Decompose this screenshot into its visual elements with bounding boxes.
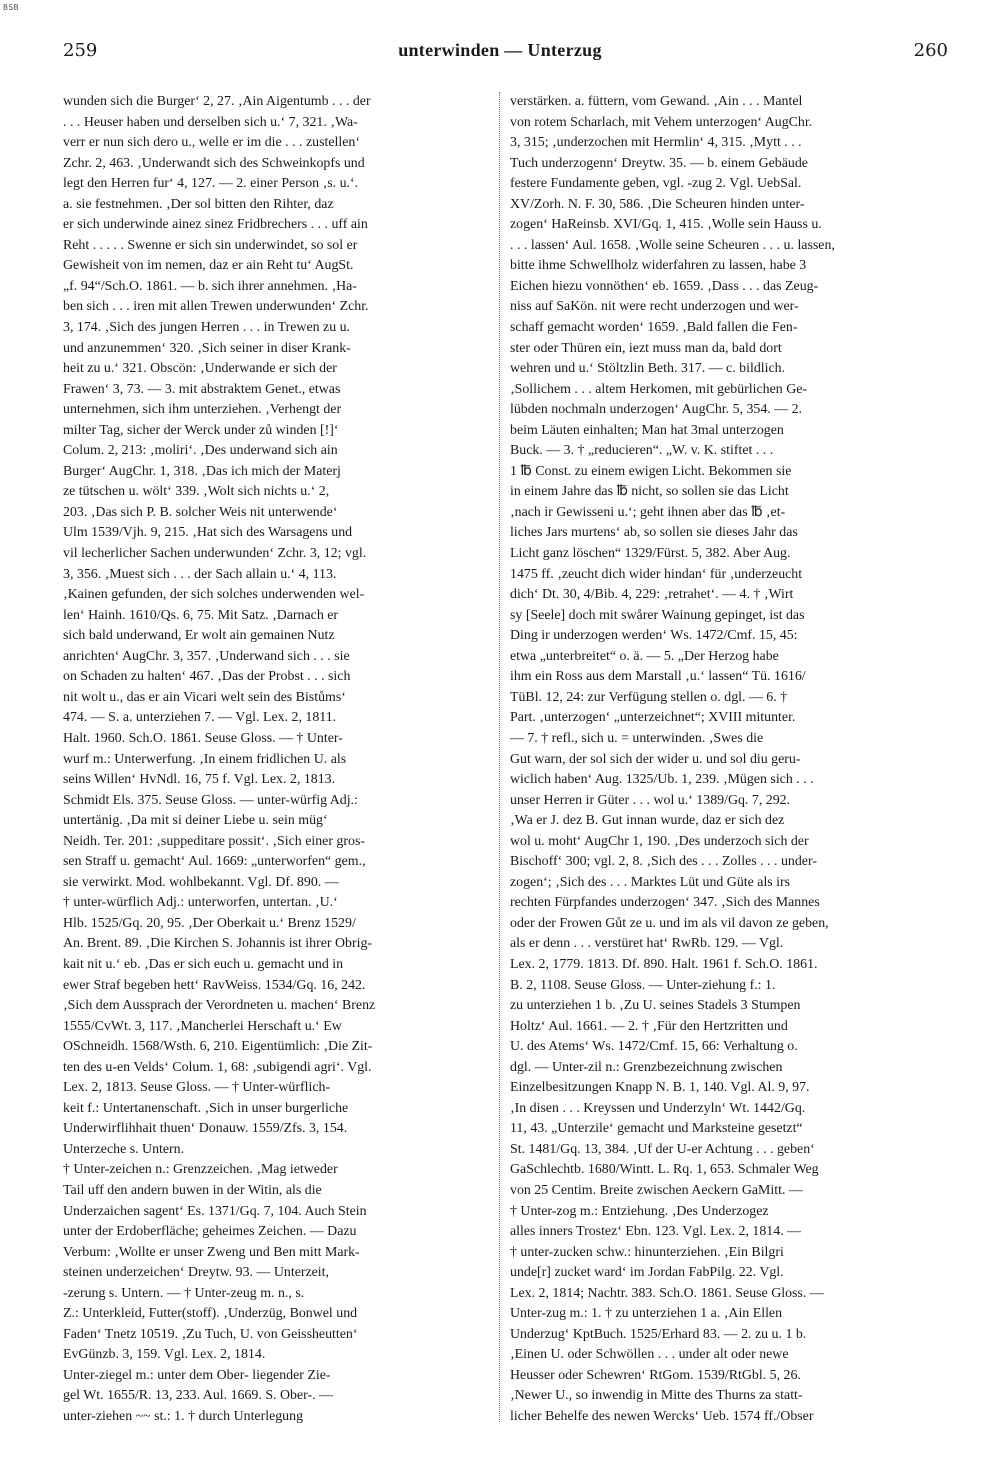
text-line: . . . lassen‘ Aul. 1658. ‚Wolle seine Scheuren . . . u. lassen, — [510, 237, 835, 253]
text-line: dgl. — Unter-zil n.: Grenzbezeichnung zwischen — [510, 1059, 783, 1075]
text-line: Gewisheit von im nemen, daz er ain Reht tu‘ AugSt. — [63, 258, 354, 274]
text-line: Ding ir underzogen werden‘ Ws. 1472/Cmf. 15, 45: — [510, 628, 798, 644]
text-line: ‚nach ir Gewisseni u.‘; geht ihnen aber das ℔ ‚et- — [510, 504, 786, 520]
text-line: ten des u-en Velds‘ Colum. 1, 68: ‚subigendi agri‘. Vgl. — [63, 1059, 372, 1075]
text-line: er sich underwinde ainez sinez Fridbrechers . . . uff ain — [63, 217, 368, 233]
text-line: on Schaden zu halten‘ 467. ‚Das der Probst . . . sich — [63, 669, 351, 685]
text-line: steinen underzeichen‘ Dreytw. 93. — Unterzeit, — [63, 1265, 330, 1281]
text-line: Bischoff‘ 300; vgl. 2, 8. ‚Sich des . . . Zolles . . . under- — [510, 854, 817, 870]
text-line: Z.: Unterkleid, Futter(stoff). ‚Underzüg, Bonwel und — [63, 1306, 358, 1322]
text-line: Schmidt Els. 375. Seuse Gloss. — unter-würfig Adj.: — [63, 792, 358, 808]
text-line: von 25 Centim. Breite zwischen Aeckern GaMitt. — — [510, 1182, 803, 1198]
text-line: 1475 ff. ‚zeucht dich wider hindan‘ für ‚underzeucht — [510, 566, 803, 582]
text-line: Buck. — 3. † „reducieren“. „W. v. K. stiftet . . . — [510, 443, 774, 459]
text-line: ‚Kainen gefunden, der sich solches underwenden wel- — [63, 587, 365, 603]
text-line: An. Brent. 89. ‚Die Kirchen S. Johannis ist ihrer Obrig- — [63, 936, 373, 952]
text-line: verr er nun sich dero u., welle er im die . . . zustellen‘ — [63, 135, 361, 151]
text-line: Unterzeche s. Untern. — [63, 1141, 185, 1157]
text-line: oder der Frowen Gůt ze u. und im als vil davon ze geben, — [510, 915, 829, 931]
text-line: „f. 94“/Sch.O. 1861. — b. sich ihrer annehmen. ‚Ha- — [63, 278, 357, 294]
text-line: Underzug‘ KptBuch. 1525/Erhard 83. — 2. zu u. 1 b. — [510, 1326, 807, 1342]
text-line: † Unter-zeichen n.: Grenzzeichen. ‚Mag ietweder — [63, 1162, 338, 1178]
text-line: wol u. moht‘ AugChr 1, 190. ‚Des underzoch sich der — [510, 833, 809, 849]
text-line: Holtz‘ Aul. 1661. — 2. † ‚Für den Hertzritten und — [510, 1018, 788, 1034]
text-line: unde[r] zucket ward‘ im Jordan FabPilg. 22. Vgl. — [510, 1265, 784, 1281]
text-line: 3, 315; ‚underzochen mit Hermlin‘ 4, 315. ‚Mytt . . . — [510, 135, 802, 151]
column-divider — [499, 92, 500, 1422]
text-line: Eichen hiezu vonnöthen‘ eb. 1659. ‚Dass . . . das Zeug- — [510, 278, 819, 294]
text-line: 11, 43. „Unterzile‘ gemacht und Marksteine gesetzt“ — [510, 1121, 803, 1137]
text-line: Heusser oder Schewren‘ RtGom. 1539/RtGbl. 5, 26. — [510, 1367, 801, 1383]
text-line: ‚Einen U. oder Schwöllen . . . under alt oder newe — [510, 1347, 789, 1363]
text-line: festere Fundamente geben, vgl. -zug 2. Vgl. UebSal. — [510, 176, 802, 192]
text-line: bitte ihme Schwellholz widerfahren zu lassen, habe 3 — [510, 258, 807, 274]
text-line: von rotem Scharlach, mit Vehem unterzogen‘ AugChr. — [510, 114, 813, 130]
text-line: etwa „unterbreitet“ o. ä. — 5. „Der Herzog habe — [510, 648, 779, 664]
text-line: ‚Sollichem . . . altem Herkomen, mit gebürlichen Ge- — [510, 381, 808, 397]
text-line: Burger‘ AugChr. 1, 318. ‚Das ich mich der Materj — [63, 463, 341, 479]
text-line: ster oder Thüren ein, iezt muss man da, bald dort — [510, 340, 782, 356]
text-line: U. des Atems‘ Ws. 1472/Cmf. 15, 66: Verhaltung o. — [510, 1039, 798, 1055]
text-line: rechten Fürpfandes underzogen‘ 347. ‚Sich des Mannes — [510, 895, 820, 911]
text-line: Gut warn, der sol sich der wider u. und sol diu geru- — [510, 751, 801, 767]
text-line: TüBl. 12, 24: zur Verfügung stellen o. dgl. — 6. † — [510, 689, 788, 705]
text-line: und anzunemmen‘ 320. ‚Sich seiner in diser Krank- — [63, 340, 351, 356]
text-line: wehren und u.‘ Stöltzlin Beth. 317. — c. bildlich. — [510, 361, 786, 377]
text-line: XV/Zorh. N. F. 30, 586. ‚Die Scheuren hinden unter- — [510, 196, 805, 212]
text-line: Halt. 1960. Sch.O. 1861. Seuse Gloss. — † Unter- — [63, 730, 343, 746]
text-line: legt den Herren fur‘ 4, 127. — 2. einer Person ‚s. u.‘. — [63, 176, 359, 192]
text-line: -zerung s. Untern. — † Unter-zeug m. n., s. — [63, 1285, 305, 1301]
left-column — [63, 92, 495, 1428]
text-line: zu unterziehen 1 b. ‚Zu U. seines Stadels 3 Stumpen — [510, 998, 801, 1014]
text-line: sie verwirkt. Mod. wohlbekannt. Vgl. Df. 890. — — [63, 874, 339, 890]
text-line: beim Läuten einhalten; Man hat 3mal unterzogen — [510, 422, 784, 438]
text-line: zogen‘ HaReinsb. XVI/Gq. 1, 415. ‚Wolle sein Hauss u. — [510, 217, 822, 233]
text-line: Verbum: ‚Wollte er unser Zweng und Ben mitt Mark- — [63, 1244, 360, 1260]
text-line: 203. ‚Das sich P. B. solcher Weis nit unterwende‘ — [63, 504, 338, 520]
text-line: Unter-ziegel m.: unter dem Ober- liegender Zie- — [63, 1367, 331, 1383]
text-line: Lex. 2, 1779. 1813. Df. 890. Halt. 1961 f. Sch.O. 1861. — [510, 956, 818, 972]
text-line: a. sie festnehmen. ‚Der sol bitten den Rihter, daz — [63, 196, 334, 212]
text-line: Tuch underzogenn‘ Dreytw. 35. — b. einem Gebäude — [510, 155, 808, 171]
text-line: 1555/CvWt. 3, 117. ‚Mancherlei Herschaft u.‘ Ew — [63, 1018, 342, 1034]
text-line: ihm ein Ross aus dem Marstall ‚u.‘ lassen“ Tü. 1616/ — [510, 669, 806, 685]
text-line: — 7. † refl., sich u. = unterwinden. ‚Swes die — [510, 730, 764, 746]
text-line: † unter-zucken schw.: hinunterziehen. ‚Ein Bilgri — [510, 1244, 784, 1260]
text-line: untertänig. ‚Da mit si deiner Liebe u. sein müg‘ — [63, 813, 328, 829]
text-line: Ulm 1539/Vjh. 9, 215. ‚Hat sich des Warsagens und — [63, 525, 353, 541]
text-line: unter-ziehen ~~ st.: 1. † durch Unterlegung — [63, 1409, 304, 1424]
text-line: Lex. 2, 1814; Nachtr. 383. Sch.O. 1861. Seuse Gloss. — — [510, 1285, 824, 1301]
text-line: sy [Seele] doch mit swårer Wainung gepinget, ist das — [510, 607, 805, 623]
text-line: gel Wt. 1655/R. 13, 233. Aul. 1669. S. Ober-. — — [63, 1388, 333, 1404]
text-line: 3, 356. ‚Muest sich . . . der Sach allain u.‘ 4, 113. — [63, 566, 337, 582]
text-line: ‚Sich dem Aussprach der Verordneten u. machen‘ Brenz — [63, 998, 376, 1014]
text-line: ‚Wa er J. dez B. Gut innan wurde, daz er sich dez — [510, 813, 785, 829]
text-line: wurf m.: Unterwerfung. ‚In einem fridlichen U. als — [63, 751, 347, 767]
text-line: als er denn . . . verstüret hat‘ RwRb. 129. — Vgl. — [510, 936, 784, 952]
text-line: † Unter-zog m.: Entziehung. ‚Des Underzogez — [510, 1203, 769, 1219]
page-header — [0, 40, 1000, 70]
text-line: dich‘ Dt. 30, 4/Bib. 4, 229: ‚retrahet‘. — 4. † ‚Wirt — [510, 587, 794, 603]
text-line: wiclich haben‘ Aug. 1325/Ub. 1, 239. ‚Mügen sich . . . — [510, 772, 814, 788]
running-head: unterwinden — Unterzug — [398, 40, 602, 60]
text-line: in einem Jahre das ℔ nicht, so sollen sie das Licht — [510, 484, 789, 500]
text-line: Zchr. 2, 463. ‚Underwandt sich des Schweinkopfs und — [63, 155, 365, 171]
text-line: Einzelbesitzungen Knapp N. B. 1, 140. Vgl. Al. 9, 97. — [510, 1080, 810, 1096]
text-line: schaff gemacht worden‘ 1659. ‚Bald fallen die Fen- — [510, 320, 798, 336]
text-line: liches Jars murtens‘ ab, so sollen sie dieses Jahr das — [510, 525, 798, 541]
text-line: vil lecherlicher Sachen underwunden‘ Zchr. 3, 12; vgl. — [63, 546, 367, 562]
right-column — [510, 92, 942, 1428]
text-line: anrichten‘ AugChr. 3, 357. ‚Underwand sich . . . sie — [63, 648, 350, 664]
text-line: † unter-würflich Adj.: unterworfen, untertan. ‚U.‘ — [63, 895, 338, 911]
text-line: nit wolt u., das er ain Vicari welt sein des Bistůms‘ — [63, 689, 346, 705]
text-line: Faden‘ Tnetz 10519. ‚Zu Tuch, U. von Geissheutten‘ — [63, 1326, 358, 1342]
text-line: 474. — S. a. unterziehen 7. — Vgl. Lex. 2, 1811. — [63, 710, 337, 726]
text-line: . . . Heuser haben und derselben sich u.‘ 7, 321. ‚Wa- — [63, 114, 358, 130]
text-line: B. 2, 1108. Seuse Gloss. — Unter-ziehung f.: 1. — [510, 977, 776, 993]
text-line: ze tütschen u. wölt‘ 339. ‚Wolt sich nichts u.‘ 2, — [63, 484, 330, 500]
text-line: Licht ganz löschen“ 1329/Fürst. 5, 382. Aber Aug. — [510, 546, 791, 562]
text-line: Frawen‘ 3, 73. — 3. mit abstraktem Genet., etwas — [63, 381, 341, 397]
text-line: St. 1481/Gq. 13, 384. ‚Uf der U-er Achtung . . . geben‘ — [510, 1141, 815, 1157]
text-line: EvGünzb. 3, 159. Vgl. Lex. 2, 1814. — [63, 1347, 266, 1363]
text-line: Lex. 2, 1813. Seuse Gloss. — † Unter-würflich- — [63, 1080, 331, 1096]
text-line: Reht . . . . . Swenne er sich sin underwindet, so sol er — [63, 237, 358, 253]
text-line: Tail uff den andern buwen in der Witin, als die — [63, 1182, 322, 1198]
text-line: unter der Erdoberfläche; geheimes Zeichen. — Dazu — [63, 1224, 357, 1240]
text-line: Unter-zug m.: 1. † zu unterziehen 1 a. ‚Ain Ellen — [510, 1306, 783, 1322]
text-line: alles inners Trostez‘ Ebn. 123. Vgl. Lex. 2, 1814. — — [510, 1224, 802, 1240]
text-line: unser Herren ir Güter . . . wol u.‘ 1389/Gq. 7, 292. — [510, 792, 791, 808]
text-line: verstärken. a. füttern, vom Gewand. ‚Ain . . . Mantel — [510, 94, 803, 109]
text-line: ‚Newer U., so inwendig in Mitte des Thurns za statt- — [510, 1388, 803, 1404]
text-line: lübden nochmaln underzogen‘ AugChr. 5, 354. — 2. — [510, 402, 803, 418]
text-line: niss auf SaKön. nit were recht underzogen und wer- — [510, 299, 799, 315]
text-line: licher Behelfe des newen Wercks‘ Ueb. 1574 ff./Obser — [510, 1409, 814, 1424]
text-line: OSchneidh. 1568/Wsth. 6, 210. Eigentümlich: ‚Die Zit- — [63, 1039, 373, 1055]
text-line: len‘ Hainh. 1610/Qs. 6, 75. Mit Satz. ‚Darnach er — [63, 607, 339, 623]
text-line: GaSchlechtb. 1680/Wintt. L. Rq. 1, 653. Schmaler Weg — [510, 1162, 819, 1178]
text-line: Colum. 2, 213: ‚moliri‘. ‚Des underwand sich ain — [63, 443, 338, 459]
left-page-number: 259 — [63, 40, 98, 61]
right-page-number: 260 — [913, 40, 948, 61]
text-line: sich bald underwand, Er wolt ain gemainen Nutz — [63, 628, 335, 644]
text-line: Underzaichen sagent‘ Es. 1371/Gq. 7, 104. Auch Stein — [63, 1203, 367, 1219]
text-line: heit zu u.‘ 321. Obscön: ‚Underwande er sich der — [63, 361, 337, 377]
text-line: milter Tag, sicher der Werck under zů winden [!]‘ — [63, 422, 339, 438]
text-line: seins Willen‘ HvNdl. 16, 75 f. Vgl. Lex. 2, 1813. — [63, 772, 336, 788]
text-line: unternehmen, sich ihm unterziehen. ‚Verhengt der — [63, 402, 342, 418]
text-line: wunden sich die Burger‘ 2, 27. ‚Ain Aigentumb . . . der — [63, 94, 371, 109]
text-line: kait nit u.‘ eb. ‚Das er sich euch u. gemacht und in — [63, 956, 344, 972]
text-line: ‚In disen . . . Kreyssen und Underzyln‘ Wt. 1442/Gq. — [510, 1100, 806, 1116]
text-line: Underwirflihhait thuen‘ Donauw. 1559/Zfs. 3, 154. — [63, 1121, 348, 1137]
text-line: Part. ‚unterzogen‘ „unterzeichnet“; XVIII mitunter. — [510, 710, 796, 726]
text-line: Neidh. Ter. 201: ‚suppeditare possit‘. ‚Sich einer gros- — [63, 833, 365, 849]
text-line: sen Straff u. gemacht‘ Aul. 1669: „unterworfen“ gem., — [63, 854, 366, 870]
text-line: keit f.: Untertanenschaft. ‚Sich in unser burgerliche — [63, 1100, 349, 1116]
text-line: zogen‘; ‚Sich des . . . Marktes Lüt und Güte als irs — [510, 874, 791, 890]
library-mark: BSB — [3, 3, 19, 12]
text-line: ewer Straf begeben hett‘ RavWeiss. 1534/Gq. 16, 242. — [63, 977, 366, 993]
text-line: ben sich . . . iren mit allen Trewen underwunden‘ Zchr. — [63, 299, 369, 315]
text-line: Hlb. 1525/Gq. 20, 95. ‚Der Oberkait u.‘ Brenz 1529/ — [63, 915, 356, 931]
text-line: 1 ℔ Const. zu einem ewigen Licht. Bekommen sie — [510, 463, 792, 479]
text-line: 3, 174. ‚Sich des jungen Herren . . . in Trewen zu u. — [63, 320, 351, 336]
